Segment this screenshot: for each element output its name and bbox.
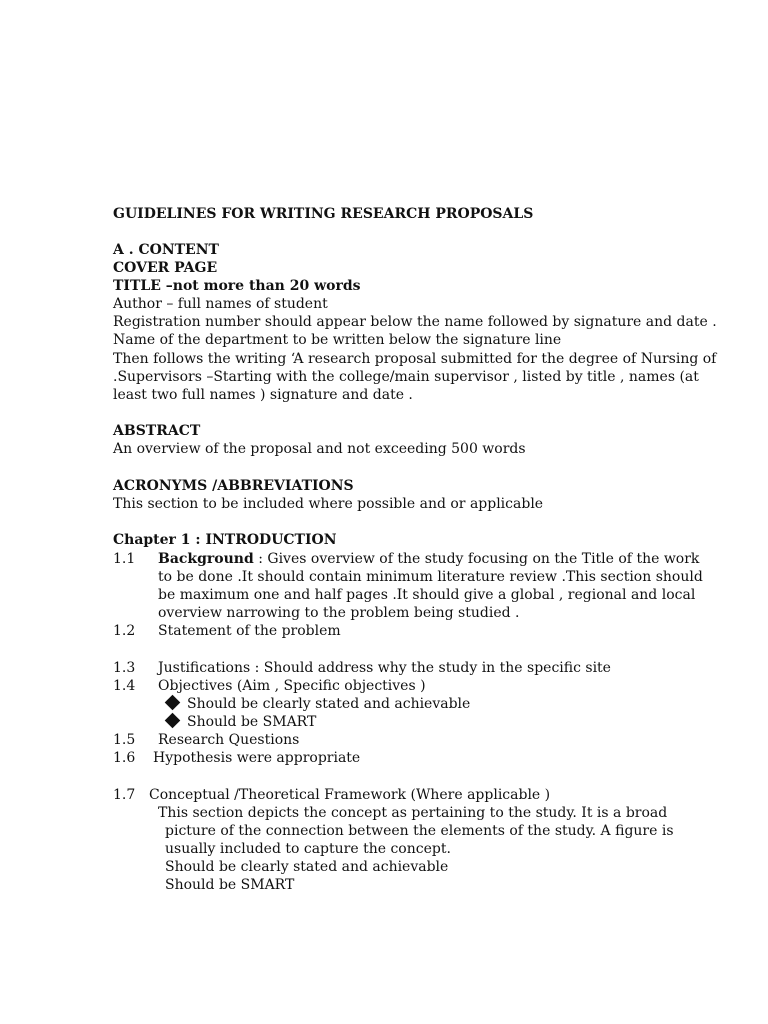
cover-line: Author – full names of student xyxy=(113,296,328,312)
document-title: GUIDELINES FOR WRITING RESEARCH PROPOSALS xyxy=(113,206,534,222)
cover-line: Then follows the writing ‘A research proposal submitted for the degree of Nursing of xyxy=(113,351,717,367)
background-label: Background xyxy=(158,551,254,567)
item-number: 1.5 xyxy=(113,732,136,748)
cover-line: Name of the department to be written below the signature line xyxy=(113,332,562,348)
acronyms-text: This section to be included where possible and or applicable xyxy=(113,496,544,512)
background-line: to be done .It should contain minimum literature review .This section should xyxy=(158,569,703,585)
framework-line: Should be clearly stated and achievable xyxy=(165,859,449,875)
objectives: Objectives (Aim , Specific objectives ) xyxy=(158,678,426,694)
background-line xyxy=(158,550,699,568)
bullet-text: Should be SMART xyxy=(187,714,317,730)
section-a-heading: A . CONTENT xyxy=(113,242,219,258)
background-text: : Gives overview of the study focusing on the Title of the work xyxy=(253,551,700,567)
cover-line: least two full names ) signature and date . xyxy=(113,387,413,403)
item-number: 1.1 xyxy=(113,551,136,567)
item-number: 1.6 xyxy=(113,750,136,766)
background-line: be maximum one and half pages .It should give a global , regional and local xyxy=(158,587,696,603)
cover-line: .Supervisors –Starting with the college/main supervisor , listed by title , names (at xyxy=(113,369,699,385)
statement-of-problem: Statement of the problem xyxy=(158,623,341,639)
item-number: 1.3 xyxy=(113,660,136,676)
bullet-text: Should be clearly stated and achievable xyxy=(187,696,471,712)
acronyms-heading: ACRONYMS /ABBREVIATIONS xyxy=(113,478,354,494)
justifications: Justifications : Should address why the study in the specific site xyxy=(158,660,611,676)
cover-line: Registration number should appear below the name followed by signature and date . xyxy=(113,314,717,330)
chapter1-heading: Chapter 1 : INTRODUCTION xyxy=(113,532,337,548)
bullet-item xyxy=(167,695,470,713)
hypothesis: Hypothesis were appropriate xyxy=(153,750,361,766)
research-questions: Research Questions xyxy=(158,732,300,748)
item-number: 1.7 xyxy=(113,787,136,803)
bullet-item xyxy=(167,713,316,731)
framework-line: Should be SMART xyxy=(165,877,295,893)
title-rule: TITLE –not more than 20 words xyxy=(113,278,361,294)
item-number: 1.2 xyxy=(113,623,136,639)
framework-line: This section depicts the concept as pertaining to the study. It is a broad xyxy=(158,805,668,821)
background-line: overview narrowing to the problem being studied . xyxy=(158,605,520,621)
framework-line: picture of the connection between the elements of the study. A figure is xyxy=(165,823,674,839)
item-number: 1.4 xyxy=(113,678,136,694)
cover-page-heading: COVER PAGE xyxy=(113,260,218,276)
framework-heading: Conceptual /Theoretical Framework (Where applicable ) xyxy=(149,787,551,803)
abstract-heading: ABSTRACT xyxy=(113,423,201,439)
diamond-bullet-icon xyxy=(165,695,181,711)
abstract-text: An overview of the proposal and not exceeding 500 words xyxy=(113,441,526,457)
framework-line: usually included to capture the concept. xyxy=(165,841,451,857)
diamond-bullet-icon xyxy=(165,713,181,729)
